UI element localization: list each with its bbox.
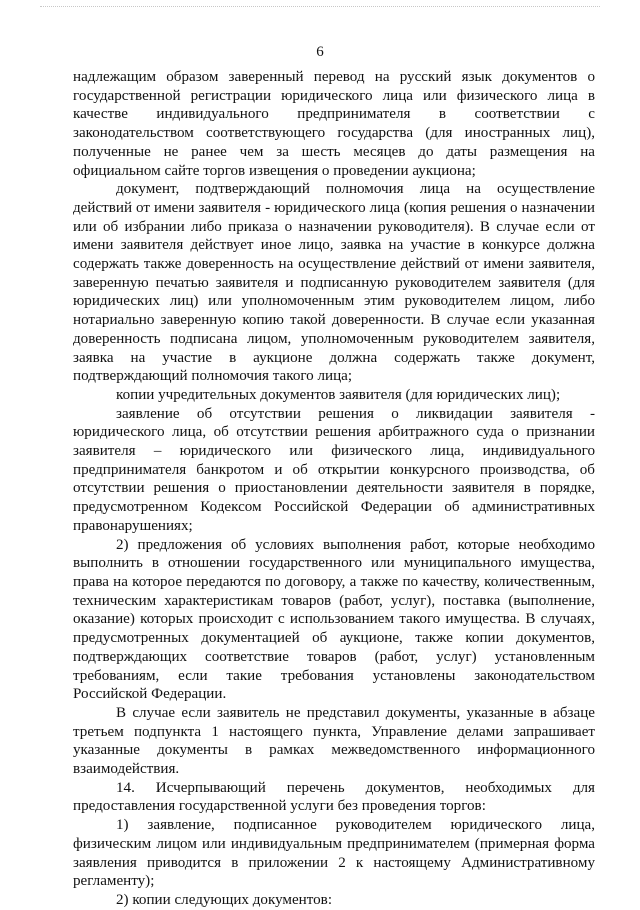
paragraph-founding-documents: копии учредительных документов заявителя (для юридических лиц); bbox=[116, 386, 561, 403]
paragraph-section-14: 14. Исчерпывающий перечень документов, необходимых для предоставления государственной услуги без проведения торгов: bbox=[73, 779, 595, 815]
paragraph-translation-docs: надлежащим образом заверенный перевод на русский язык документов о государственной регистрации юридического лица или физического лица в качестве индивидуального предпринимателя в соответствии с законодательством соответствующего государства (для иностранных лиц), полученные не ранее чем за шесть месяцев до даты размещения на официальном сайте торгов извещения о проведении аукциона; bbox=[73, 69, 595, 179]
paragraph-authority-document: документ, подтверждающий полномочия лица на осуществление действий от имени заявителя - юридического лица (копия решения о назначении или об избрании либо приказа о назначении руководителя). В случае если от имени заявителя действует иное лицо, заявка на участие в конкурсе должна содержать также доверенность на осуществление действий от имени заявителя, заверенную печатью заявителя и подписанную руководителем заявителя (для юридических лиц) или уполномоченным этим руководителем лицом, либо нотариально заверенную копию такой доверенности. В случае если указанная доверенность подписана лицом, уполномоченным руководителем заявителя, заявка на участие в аукционе должна содержать также документ, подтверждающий полномочия такого лица; bbox=[73, 181, 595, 385]
page-number: 6 bbox=[316, 44, 324, 60]
paragraph-application: 1) заявление, подписанное руководителем юридического лица, физическим лицом или индивидуальным предпринимателем (примерная форма заявления приводится в приложении 2 к настоящему Административному регламенту); bbox=[73, 817, 595, 890]
paragraph-work-proposals: 2) предложения об условиях выполнения работ, которые необходимо выполнить в отношении государственного или муниципального имущества, права на которое передаются по договору, а также по качеству, количественным, техническим характеристикам товаров (работ, услуг), поставка (выполнение, оказание) которых происходит с использованием такого имущества. В случаях, предусмотренных документацией об аукционе, также копии документов, подтверждающих соответствие товаров (работ, услуг) установленным требованиям, если такие требования установлены законодательством Российской Федерации. bbox=[73, 536, 595, 703]
paragraph-document-copies: 2) копии следующих документов: bbox=[116, 891, 333, 908]
paragraph-liquidation-statement: заявление об отсутствии решения о ликвидации заявителя - юридического лица, об отсутствии решения арбитражного суда о признании заявителя – юридического или физического лица, индивидуального предпринимателя банкротом и об открытии конкурсного производства, об отсутствии решения о приостановлении деятельности заявителя в порядке, предусмотренном Кодексом Российской Федерации об административных правонарушениях; bbox=[73, 405, 595, 534]
scan-header-artifact bbox=[40, 6, 600, 7]
document-body bbox=[73, 68, 595, 910]
paragraph-interdepartmental-request: В случае если заявитель не представил документы, указанные в абзаце третьем подпункта 1 настоящего пункта, Управление делами запрашивает указанные документы в рамках межведомственного информационного взаимодействия. bbox=[73, 704, 595, 778]
